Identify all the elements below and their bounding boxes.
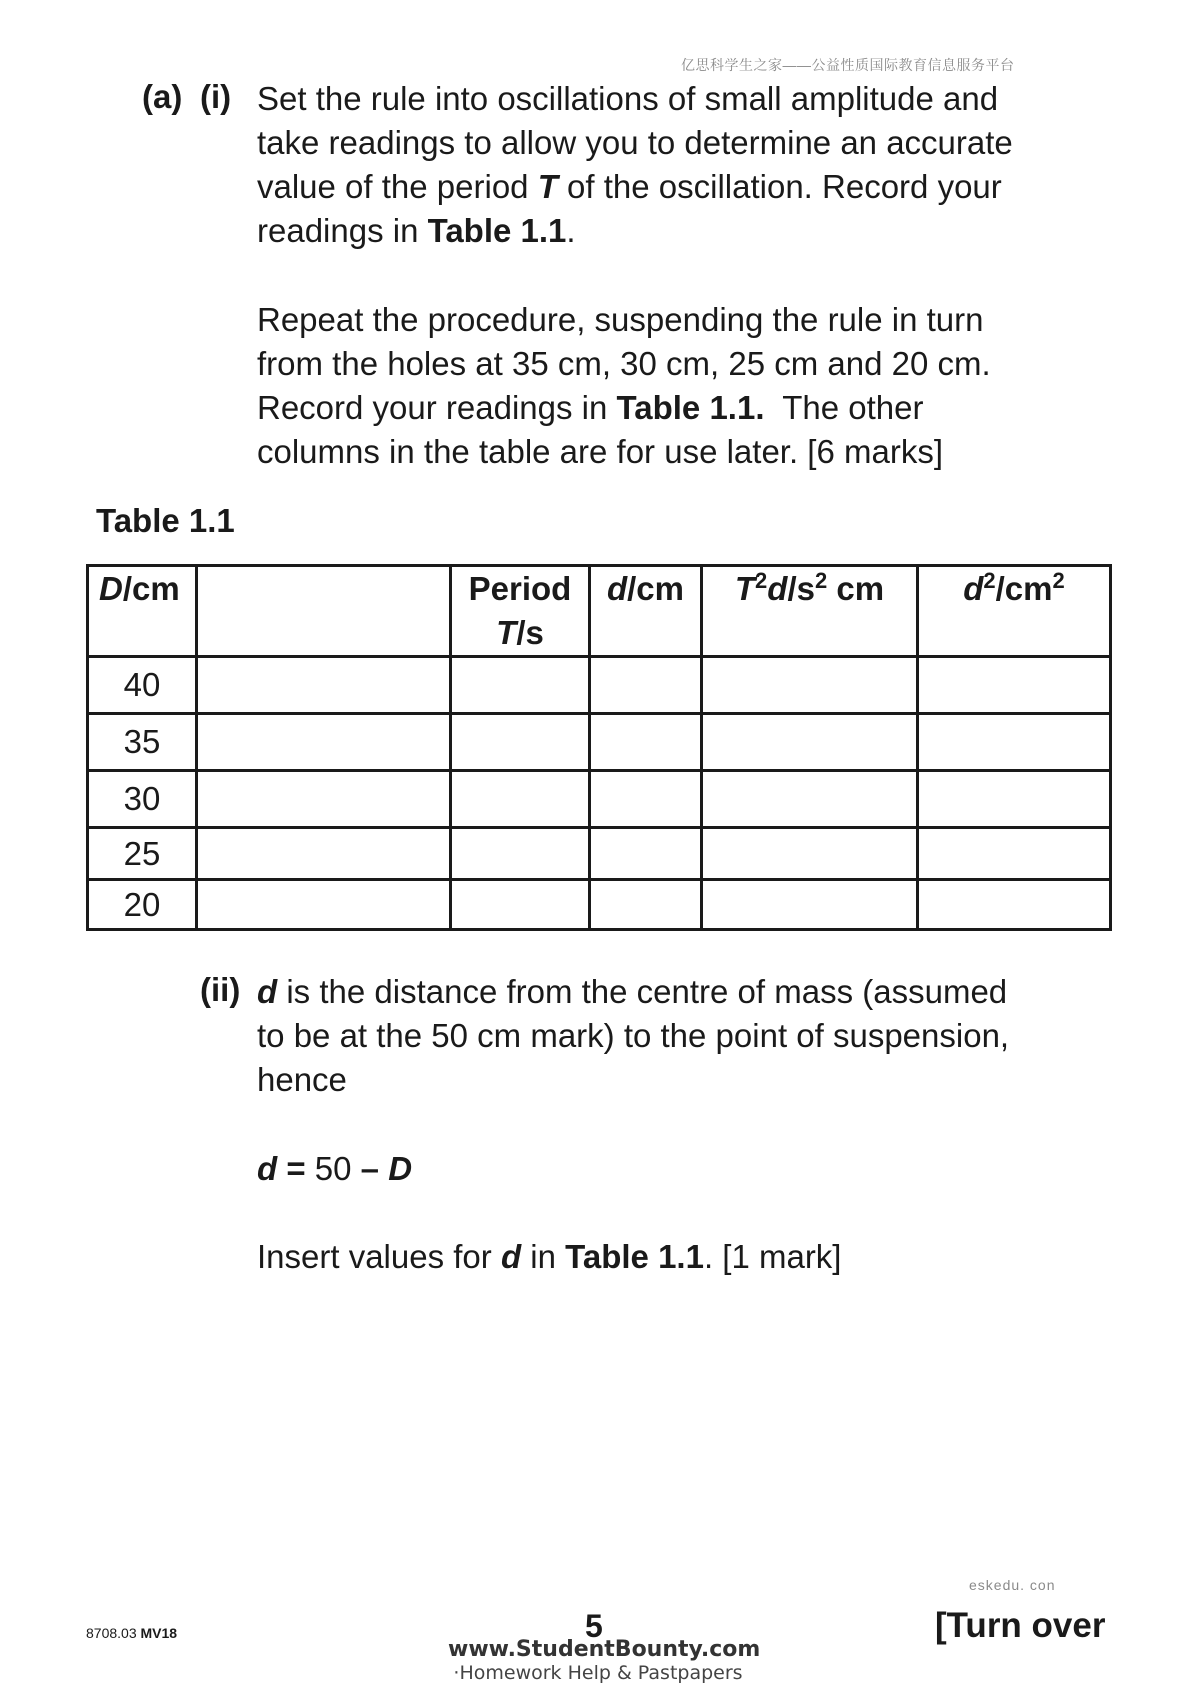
text-line	[257, 386, 1137, 430]
text-run: of the oscillation. Record your	[557, 168, 1002, 205]
instruction-paragraph-2	[257, 298, 1137, 474]
symbol: d	[257, 1150, 278, 1187]
cell-empty[interactable]	[702, 880, 918, 930]
cell-empty[interactable]	[918, 880, 1111, 930]
unit: /s	[787, 570, 815, 607]
symbol: d	[606, 570, 628, 607]
unit: /cm	[995, 570, 1053, 607]
text-line: Set the rule into oscillations of small amplitude and	[257, 80, 999, 117]
turn-over-label: [Turn over	[935, 1606, 1106, 1645]
cell-D: 35	[88, 714, 197, 771]
cell-empty[interactable]	[918, 771, 1111, 828]
symbol: d	[500, 1238, 522, 1275]
results-table	[86, 564, 1112, 931]
cell-empty[interactable]	[590, 714, 702, 771]
symbol: D	[388, 1150, 413, 1187]
cell-empty[interactable]	[451, 714, 590, 771]
text-run: is the distance from the centre of mass (assumed	[277, 973, 1008, 1010]
text-run: . [1 mark]	[703, 1238, 842, 1275]
cell-empty[interactable]	[451, 828, 590, 880]
part-ii-label: (ii)	[200, 971, 241, 1008]
cell-empty[interactable]	[702, 771, 918, 828]
table-title: Table 1.1	[96, 502, 235, 539]
table-reference: Table 1.1	[427, 212, 567, 249]
cell-D: 25	[88, 828, 197, 880]
operator: –	[360, 1150, 389, 1187]
cell-empty[interactable]	[451, 771, 590, 828]
instruction-paragraph-1	[257, 77, 1137, 253]
unit: /s	[516, 614, 544, 651]
header-d2	[918, 566, 1111, 657]
cell-D: 20	[88, 880, 197, 930]
header-blank	[197, 566, 451, 657]
cell-empty[interactable]	[197, 714, 451, 771]
table-row	[88, 771, 1111, 828]
text-line: hence	[257, 1061, 347, 1098]
text-run: The other	[764, 389, 924, 426]
symbol: D	[99, 570, 123, 607]
studentbounty-logo	[448, 1637, 761, 1684]
text-line	[257, 209, 1137, 253]
number: 50	[314, 1150, 361, 1187]
unit: /cm	[627, 570, 685, 607]
table-reference: Table 1.1	[565, 1238, 704, 1275]
header-period	[451, 566, 590, 657]
symbol: d	[257, 973, 278, 1010]
cell-empty[interactable]	[590, 771, 702, 828]
cell-empty[interactable]	[702, 828, 918, 880]
text-run: in	[521, 1238, 566, 1275]
studentbounty-tagline: ·Homework Help & Pastpapers	[453, 1662, 743, 1684]
cell-empty[interactable]	[590, 828, 702, 880]
equation	[257, 1147, 412, 1191]
text-run: Insert values for	[257, 1238, 501, 1275]
header-D	[88, 566, 197, 657]
text-line	[257, 165, 1137, 209]
code-suffix: MV18	[140, 1625, 178, 1641]
exponent: 2	[983, 568, 996, 593]
unit: cm	[827, 570, 885, 607]
text-run: Record your readings in	[257, 389, 617, 426]
cell-empty[interactable]	[451, 880, 590, 930]
text-run: readings in	[257, 212, 428, 249]
unit: /cm	[122, 570, 180, 607]
watermark-header: 亿思科学生之家——公益性质国际教育信息服务平台	[681, 57, 1015, 73]
text-line: take readings to allow you to determine an accurate	[257, 124, 1013, 161]
cell-empty[interactable]	[702, 657, 918, 714]
table-reference: Table 1.1.	[616, 389, 765, 426]
header-T2d	[702, 566, 918, 657]
header-d	[590, 566, 702, 657]
studentbounty-url: www.StudentBounty.com	[448, 1637, 761, 1662]
cell-empty[interactable]	[451, 657, 590, 714]
exponent: 2	[815, 568, 828, 593]
cell-empty[interactable]	[197, 657, 451, 714]
text-run: .	[566, 212, 576, 249]
cell-empty[interactable]	[590, 880, 702, 930]
operator: =	[277, 1150, 315, 1187]
cell-empty[interactable]	[197, 771, 451, 828]
cell-empty[interactable]	[918, 714, 1111, 771]
code-number: 8708.03	[86, 1625, 141, 1641]
exponent: 2	[1052, 568, 1065, 593]
table-row	[88, 828, 1111, 880]
cell-empty[interactable]	[702, 714, 918, 771]
exponent: 2	[755, 568, 768, 593]
text-line: columns in the table are for use later. [6 marks]	[257, 433, 943, 470]
text-line: Repeat the procedure, suspending the rule in turn	[257, 301, 984, 338]
instruction-paragraph-3	[257, 970, 1137, 1102]
cell-empty[interactable]	[197, 828, 451, 880]
cell-empty[interactable]	[918, 828, 1111, 880]
table-row	[88, 657, 1111, 714]
part-i-label: (i)	[200, 78, 232, 115]
symbol: T	[496, 614, 517, 651]
cell-empty[interactable]	[918, 657, 1111, 714]
cell-D: 30	[88, 771, 197, 828]
cell-empty[interactable]	[197, 880, 451, 930]
symbol: d	[963, 570, 984, 607]
table-row	[88, 880, 1111, 930]
symbol: d	[767, 570, 788, 607]
cell-empty[interactable]	[590, 657, 702, 714]
symbol: T	[734, 570, 756, 607]
table-row	[88, 714, 1111, 771]
text-run: value of the period	[257, 168, 538, 205]
text-line: to be at the 50 cm mark) to the point of suspension,	[257, 1017, 1010, 1054]
part-a-label: (a)	[142, 78, 183, 115]
watermark-eskedu: eskedu. con	[969, 1577, 1056, 1593]
text-line: from the holes at 35 cm, 30 cm, 25 cm and 20 cm.	[257, 345, 991, 382]
table-header-row	[88, 566, 1111, 657]
page-number: 5	[585, 1608, 603, 1644]
insert-instruction	[257, 1235, 841, 1279]
header-text: Period	[468, 570, 572, 607]
period-symbol: T	[537, 168, 558, 205]
cell-D: 40	[88, 657, 197, 714]
text-line	[257, 970, 1137, 1014]
paper-code	[86, 1625, 177, 1641]
